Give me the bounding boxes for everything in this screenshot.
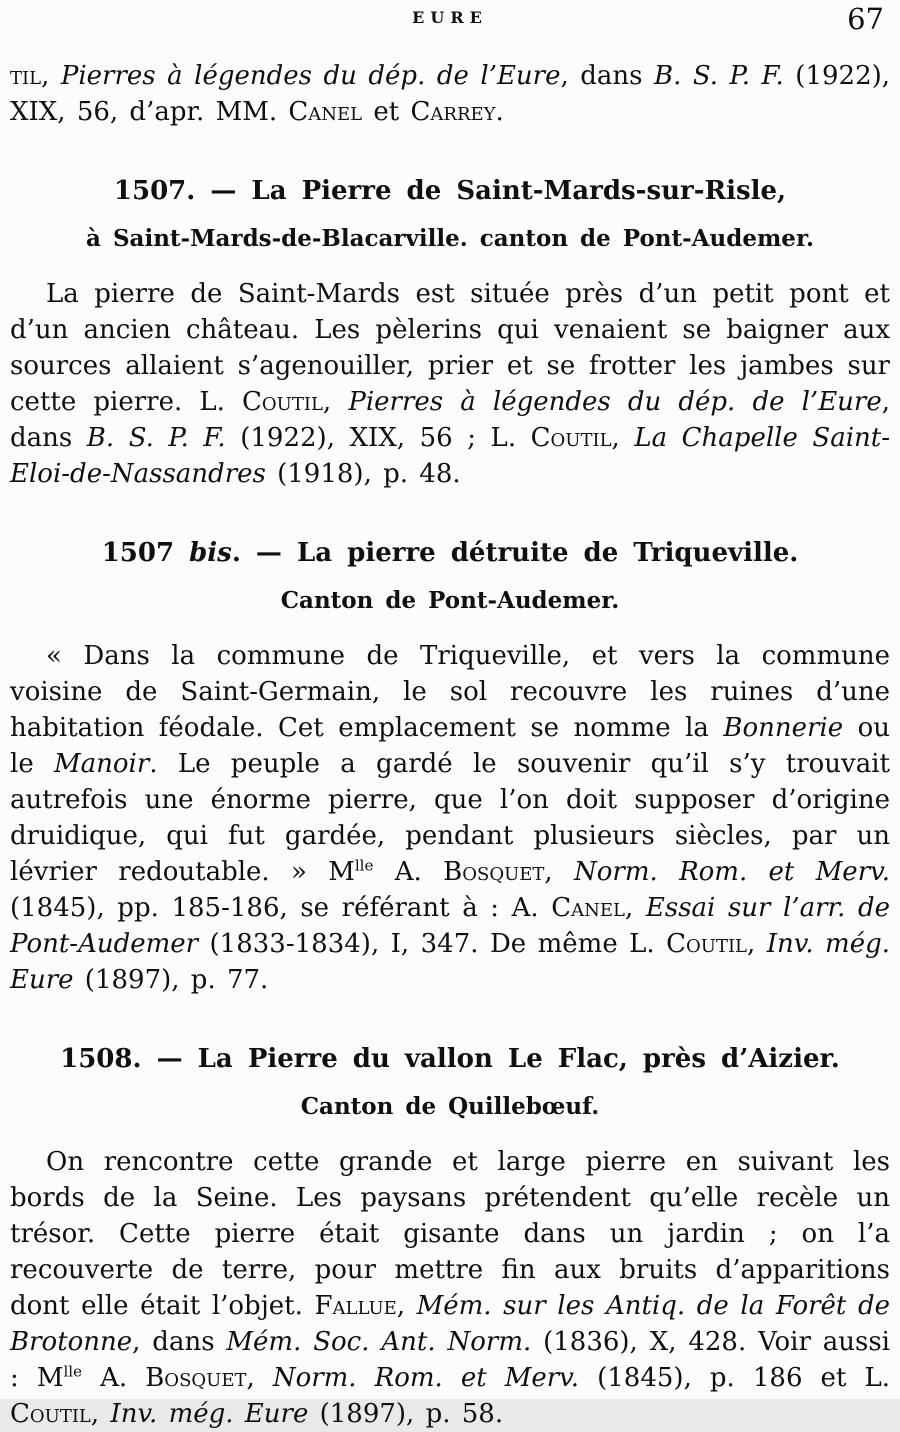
page-header <box>10 2 890 36</box>
entry-1507bis-heading: 1507 bis. — La pierre détruite de Triqueville. <box>101 538 799 568</box>
entry-1507-subheading: à Saint-Mards-de-Blacarville. canton de Pont-Audemer. <box>86 225 814 252</box>
entry-1507bis-subheading: Canton de Pont-Audemer. <box>280 587 620 614</box>
entry-1508-heading: 1508. — La Pierre du vallon Le Flac, près d’Aizier. <box>60 1044 840 1074</box>
entry-1507-heading: 1507. — La Pierre de Saint-Mards-sur-Risle, <box>113 176 787 206</box>
entry-1508-subheading: Canton de Quillebœuf. <box>300 1093 600 1120</box>
entry-1507-body: La pierre de Saint-Mards est située près d’un petit pont et d’un ancien château. Les pèlerins qui venaient se baigner aux sources allaient s’agenouiller, prier et se frotter les jambes sur cette pierre. L. Coutil, Pierres à légendes du dép. de l’Eure, dans B. S. P. F. (1922), XIX, 56 ; L. Coutil, La Chapelle Saint-Eloi-de-Nassandres (1918), p. 48. <box>10 279 891 489</box>
entry-1508-body: On rencontre cette grande et large pierre en suivant les bords de la Seine. Les paysans prétendent qu’elle recèle un trésor. Cette pierre était gisante dans un jardin ; on l’a recouverte de terre, pour mettre fin aux bruits d’apparitions dont elle était l’objet. Fallue, Mém. sur les Antiq. de la Forêt de Brotonne, dans Mém. Soc. Ant. Norm. (1836), X, 428. Voir aussi : $M^{lle}$ A. Bosquet, Norm. Rom. et Merv. (1845), p. 186 et L. Coutil, Inv. még. Eure (1897), p. 58. <box>10 1147 891 1429</box>
page-number: 67 <box>847 2 884 36</box>
running-title: EURE <box>412 8 488 27</box>
paragraph-continuation: til, Pierres à légendes du dép. de l’Eure, dans B. S. P. F. (1922), XIX, 56, d’apr. MM. Canel et Carrey. <box>10 61 891 127</box>
entry-1507bis-body: « Dans la commune de Triqueville, et vers la commune voisine de Saint-Germain, le sol recouvre les ruines d’une habitation féodale. Cet emplacement se nomme la Bonnerie ou le Manoir. Le peuple a gardé le souvenir qu’il s’y trouvait autrefois une énorme pierre, que l’on doit supposer d’origine druidique, qui fut gardée, pendant plusieurs siècles, par un lévrier redoutable. » $M^{lle}$ A. Bosquet, Norm. Rom. et Merv. (1845), pp. 185-186, se référant à : A. Canel, Essai sur l’arr. de Pont-Audemer (1833-1834), I, 347. De même L. Coutil, Inv. még. Eure (1897), p. 77. <box>10 641 891 995</box>
